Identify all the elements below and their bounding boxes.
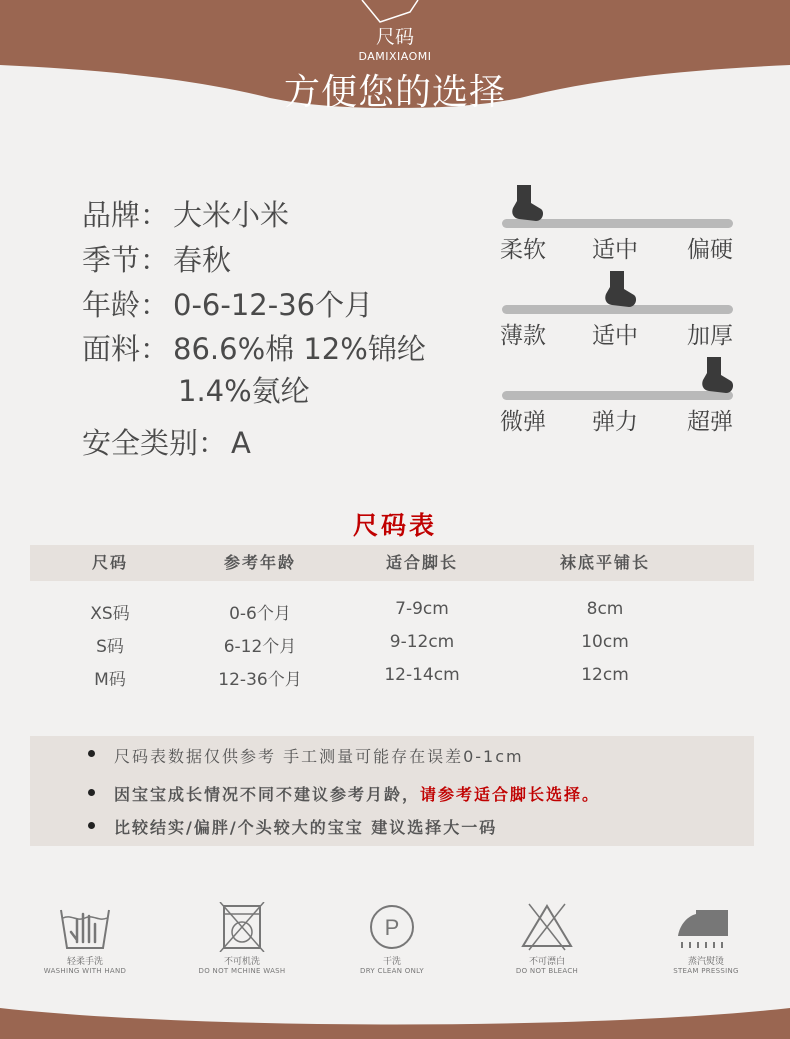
spec-age [82, 283, 373, 324]
table-header-cell: 袜底平铺长 [559, 553, 650, 572]
spec-safety [82, 421, 251, 462]
table-cell: 12-14cm [384, 665, 460, 685]
table-cell: 12cm [581, 665, 629, 685]
bullet-icon [88, 750, 95, 757]
bullet-icon [88, 789, 95, 796]
table-cell: XS码 [90, 604, 130, 624]
thickness-slider [500, 277, 735, 357]
table-cell: 12-36个月 [218, 670, 302, 690]
table-cell: 6-12个月 [223, 637, 297, 657]
dry-clean-icon [364, 902, 420, 952]
table-cell: 7-9cm [395, 599, 449, 619]
table-header-cell: 参考年龄 [223, 553, 296, 572]
hand-wash-icon [57, 902, 113, 952]
care-hand-wash [25, 902, 145, 975]
header-title: 方便您的选择 [283, 72, 506, 113]
spec-value: 0-6-12-36个月 [173, 288, 374, 322]
care-label-en: WASHING WITH HAND [43, 967, 127, 975]
spec-fabric [82, 327, 426, 368]
table-cell: 8cm [586, 599, 624, 619]
care-steam-iron [646, 902, 766, 975]
spec-label: 季节： [82, 243, 170, 277]
slider-label-mid: 弹力 [592, 409, 638, 435]
table-cell: S码 [96, 637, 124, 657]
size-table-header [30, 545, 754, 581]
slider-label-low: 柔软 [500, 237, 546, 263]
elasticity-slider [500, 363, 735, 443]
spec-label: 品牌： [82, 198, 170, 232]
table-header-cell: 尺码 [91, 553, 128, 572]
spec-fabric-line2 [174, 369, 310, 410]
footer-wave [0, 1000, 790, 1039]
care-label-en: DO NOT MCHINE WASH [198, 967, 286, 975]
sock-icon [505, 183, 545, 225]
no-bleach-icon [519, 902, 575, 952]
softness-slider [500, 191, 735, 271]
table-cell: 0-6个月 [229, 604, 291, 624]
care-no-bleach [487, 902, 607, 975]
spec-label: 安全类别： [82, 426, 228, 460]
care-label-cn: 不可机洗 [223, 957, 260, 967]
note-foot-length [114, 782, 600, 805]
slider-label-low: 微弹 [500, 409, 546, 435]
spec-value: A [231, 426, 251, 460]
no-machine-wash-icon [214, 902, 270, 952]
table-cell: 10cm [581, 632, 629, 652]
slider-label-low: 薄款 [500, 323, 546, 349]
note-text: 因宝宝成长情况不同不建议参考月龄， [114, 785, 421, 804]
sock-icon [598, 269, 638, 311]
slider-label-high: 超弹 [687, 409, 733, 435]
spec-value: 大米小米 [173, 198, 290, 232]
care-label-cn: 轻柔手洗 [66, 957, 103, 967]
bullet-icon [88, 822, 95, 829]
table-cell: M码 [94, 670, 126, 690]
size-table-title: 尺码表 [352, 511, 437, 540]
table-cell: 9-12cm [389, 632, 455, 652]
care-dry-clean [332, 902, 452, 975]
slider-label-high: 偏硬 [687, 237, 733, 263]
slider-label-mid: 适中 [592, 323, 638, 349]
spec-season [82, 238, 231, 279]
spec-value: 春秋 [173, 243, 232, 277]
spec-value: 86.6%棉 12%锦纶 [173, 332, 426, 366]
sock-icon [695, 355, 735, 397]
spec-brand [82, 193, 289, 234]
care-label-cn: 不可漂白 [528, 957, 565, 967]
note-size-up: 比较结实/偏胖/个头较大的宝宝 建议选择大一码 [114, 818, 498, 837]
care-label-cn: 蒸汽熨烫 [687, 957, 724, 967]
care-label-cn: 干洗 [382, 957, 401, 967]
spec-label: 面料： [82, 332, 170, 366]
note-highlight: 请参考适合脚长选择。 [420, 785, 601, 804]
spec-label: 年龄： [82, 288, 170, 322]
table-header-cell: 适合脚长 [385, 553, 458, 572]
care-label-en: DO NOT BLEACH [515, 967, 579, 975]
header-size-label: 尺码 [375, 26, 414, 48]
note-measurement: 尺码表数据仅供参考 手工测量可能存在误差0-1cm [114, 747, 524, 766]
care-label-en: STEAM PRESSING [673, 967, 739, 975]
slider-label-mid: 适中 [592, 237, 638, 263]
slider-label-high: 加厚 [687, 323, 733, 349]
header-banner [0, 0, 790, 140]
dry-clean-symbol: P [384, 915, 400, 940]
header-brand: DAMIXIAOMI [358, 50, 432, 63]
steam-iron-icon [674, 902, 738, 952]
spec-value: 1.4%氨纶 [178, 374, 310, 408]
care-label-en: DRY CLEAN ONLY [360, 967, 424, 975]
care-no-machine-wash [182, 902, 302, 975]
